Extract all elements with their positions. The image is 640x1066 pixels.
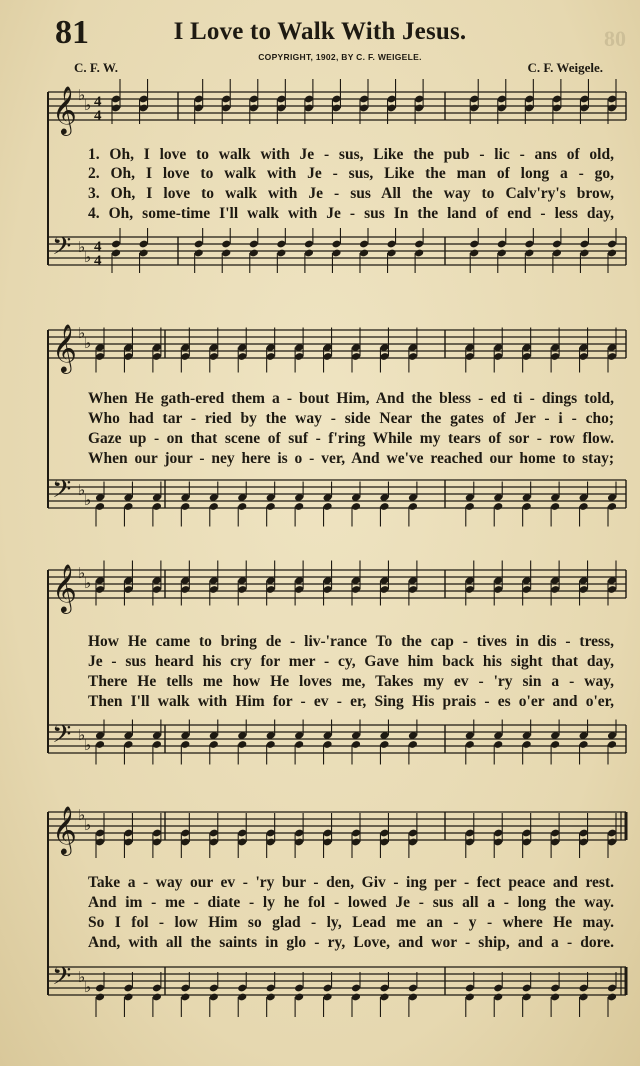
- treble-clef-icon: 𝄞: [52, 805, 77, 854]
- flat-icon: ♭: [78, 726, 86, 744]
- flat-icon: ♭: [84, 816, 92, 834]
- lyric-line: Take a - way our ev - 'ry bur - den, Giv - ing per - fect peace and rest.: [88, 874, 614, 891]
- lyric-line: Then I'll walk with Him for - ev - er, Sing His prais - es o'er and o'er,: [88, 693, 614, 710]
- lyric-line: So I fol - low Him so glad - ly, Lead me an - y - where He may.: [88, 914, 614, 931]
- bass-clef-icon: 𝄢: [52, 232, 72, 267]
- flat-icon: ♭: [78, 564, 86, 582]
- lyric-line: When our jour - ney here is o - ver, And we've reached our home to stay;: [88, 450, 614, 467]
- copyright-notice: COPYRIGHT, 1902, BY C. F. WEIGELE.: [258, 52, 422, 62]
- flat-icon: ♭: [84, 491, 92, 509]
- treble-clef-icon: 𝄞: [52, 323, 77, 372]
- bass-clef-icon: 𝄢: [52, 962, 72, 997]
- bass-clef-icon: 𝄢: [52, 475, 72, 510]
- bleed-through-number: 80: [604, 26, 626, 51]
- hymn-title: I Love to Walk With Jesus.: [173, 18, 467, 45]
- hymn-number: 81: [55, 14, 89, 51]
- treble-clef-icon: 𝄞: [52, 563, 77, 612]
- flat-icon: ♭: [84, 574, 92, 592]
- treble-clef-icon: 𝄞: [52, 85, 77, 134]
- flat-icon: ♭: [78, 86, 86, 104]
- time-signature-bottom: 4: [94, 108, 102, 124]
- lyric-line: Je - sus heard his cry for mer - cy, Gave him back his sight that day,: [88, 653, 614, 670]
- flat-icon: ♭: [78, 238, 86, 256]
- lyric-line: 4. Oh, some-time I'll walk with Je - sus In the land of end - less day,: [88, 205, 614, 222]
- flat-icon: ♭: [78, 968, 86, 986]
- flat-icon: ♭: [84, 334, 92, 352]
- time-signature-top: 4: [94, 94, 102, 110]
- bass-clef-icon: 𝄢: [52, 720, 72, 755]
- lyric-line: There He tells me how He loves me, Takes my ev - 'ry sin a - way,: [88, 673, 614, 690]
- flat-icon: ♭: [84, 736, 92, 754]
- flat-icon: ♭: [78, 324, 86, 342]
- lyric-line: 2. Oh, I love to walk with Je - sus, Like the man of long a - go,: [88, 165, 614, 182]
- words-credit: C. F. W.: [74, 60, 118, 75]
- lyric-line: 1. Oh, I love to walk with Je - sus, Like the pub - lic - ans of old,: [88, 146, 614, 163]
- lyric-line: When He gath-ered them a - bout Him, And the bless - ed ti - dings told,: [88, 390, 614, 407]
- lyric-line: And im - me - diate - ly he fol - lowed Je - sus all a - long the way.: [88, 894, 614, 911]
- flat-icon: ♭: [78, 481, 86, 499]
- lyric-line: And, with all the saints in glo - ry, Love, and wor - ship, and a - dore.: [88, 934, 614, 951]
- flat-icon: ♭: [78, 806, 86, 824]
- lyric-line: How He came to bring de - liv-'rance To the cap - tives in dis - tress,: [88, 633, 614, 650]
- time-signature-bottom: 4: [94, 253, 102, 269]
- lyric-line: Gaze up - on that scene of suf - f'ring While my tears of sor - row flow.: [88, 430, 614, 447]
- flat-icon: ♭: [84, 978, 92, 996]
- lyric-line: 3. Oh, I love to walk with Je - sus All the way to Calv'ry's brow,: [88, 185, 614, 202]
- lyric-line: Who had tar - ried by the way - side Near the gates of Jer - i - cho;: [88, 410, 614, 427]
- flat-icon: ♭: [84, 248, 92, 266]
- music-credit: C. F. Weigele.: [527, 60, 603, 75]
- time-signature-top: 4: [94, 239, 102, 255]
- flat-icon: ♭: [84, 96, 92, 114]
